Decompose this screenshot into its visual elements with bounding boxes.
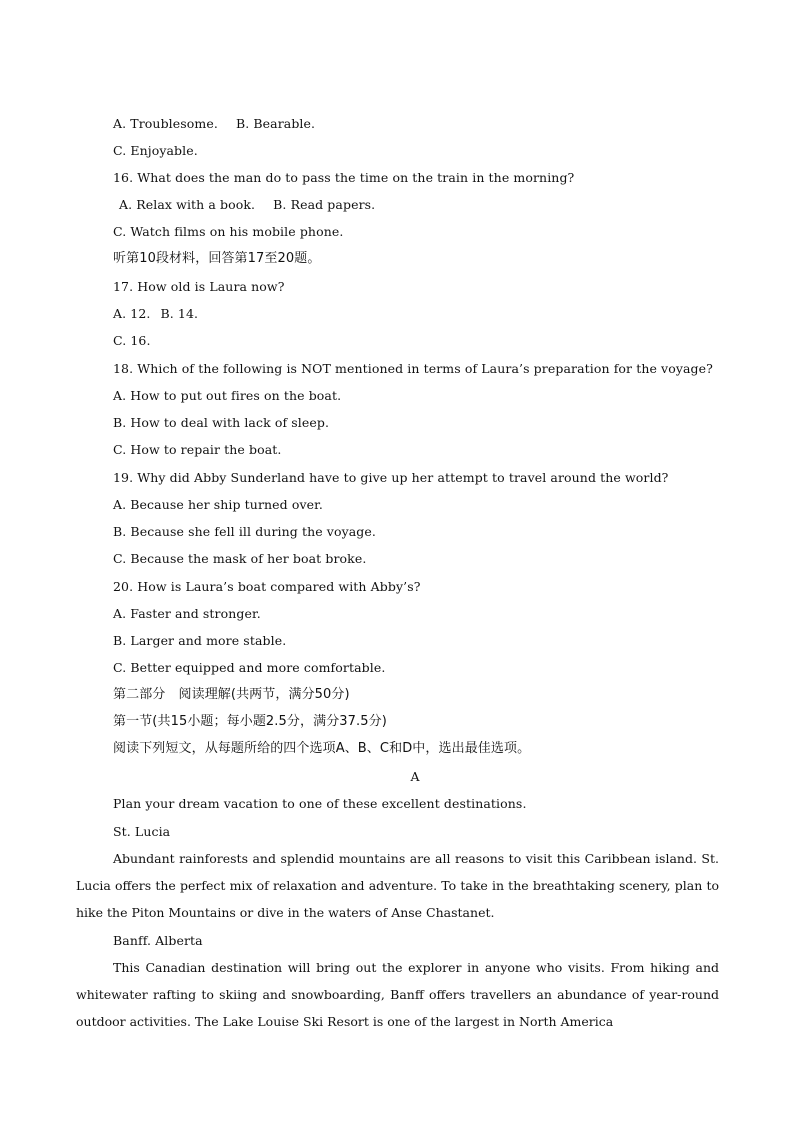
q19-question: 19. Why did Abby Sunderland have to give up her attempt to travel around the world?: [113, 470, 669, 485]
q17-question: 17. How old is Laura now?: [113, 279, 285, 294]
q16-option-a: A. Relax with a book.: [119, 197, 256, 212]
q18-option-c: C. How to repair the boat.: [113, 442, 282, 457]
q15-option-b: B. Bearable.: [235, 116, 316, 131]
q16-option-b: B. Read papers.: [273, 197, 376, 212]
q17-option-c: C. 16.: [113, 333, 151, 348]
q19-option-b: B. Because she fell ill during the voyage.: [113, 524, 376, 539]
q16-option-c: C. Watch films on his mobile phone.: [113, 224, 344, 239]
q18-option-b: B. How to deal with lack of sleep.: [113, 415, 330, 430]
q20-question: 20. How is Laura’s boat compared with Abby’s?: [113, 579, 421, 594]
q19-option-a: A. Because her ship turned over.: [113, 497, 323, 512]
q15-option-c: C. Enjoyable.: [113, 143, 198, 158]
q18-question: 18. Which of the following is NOT mentioned in terms of Laura’s preparation for the voyage?: [113, 361, 713, 376]
q15-options-ab: [113, 116, 315, 132]
q16-question: 16. What does the man do to pass the time on the train in the morning?: [113, 170, 575, 185]
q19-option-c: C. Because the mask of her boat broke.: [113, 551, 367, 566]
q17-options-ab: [113, 306, 198, 322]
passage-intro: Plan your dream vacation to one of these excellent destinations.: [113, 796, 527, 811]
part-2-heading: 第二部分 阅读理解(共两节，满分50分): [113, 687, 350, 702]
q16-options-ab: [119, 197, 375, 213]
section-10-heading: 听第10段材料，回答第17至20题。: [113, 251, 321, 266]
q20-option-a: A. Faster and stronger.: [113, 606, 261, 621]
q15-option-a: A. Troublesome.: [113, 116, 218, 131]
q20-option-b: B. Larger and more stable.: [113, 633, 287, 648]
q17-option-a: A. 12.: [113, 306, 151, 321]
q17-option-b: B. 14.: [160, 306, 199, 321]
q20-option-c: C. Better equipped and more comfortable.: [113, 660, 386, 675]
destination-2-text: This Canadian destination will bring out the explorer in anyone who visits. From hiking and whitewater rafting to skiing and snowboarding, Banff offers travellers an abundance of year-round outdoor activities. The Lake Louise Ski Resort is one of the largest in North America: [76, 960, 719, 1029]
destination-1-text: Abundant rainforests and splendid mountains are all reasons to visit this Caribbean island. St. Lucia offers the perfect mix of relaxation and adventure. To take in the breathtaking scenery, plan to hike the Piton Mountains or dive in the waters of Anse Chastanet.: [76, 851, 719, 920]
section-1-heading: 第一节(共15小题；每小题2.5分，满分37.5分): [113, 714, 387, 729]
passage-label: A: [410, 769, 420, 784]
q18-option-a: A. How to put out fires on the boat.: [113, 388, 342, 403]
destination-2-paragraph: [76, 954, 719, 1035]
destination-2-title: Banff. Alberta: [113, 933, 203, 948]
destination-1-paragraph: [76, 845, 719, 926]
reading-instruction: 阅读下列短文，从每题所给的四个选项A、B、C和D中，选出最佳选项。: [113, 741, 531, 756]
destination-1-title: St. Lucia: [113, 824, 171, 839]
